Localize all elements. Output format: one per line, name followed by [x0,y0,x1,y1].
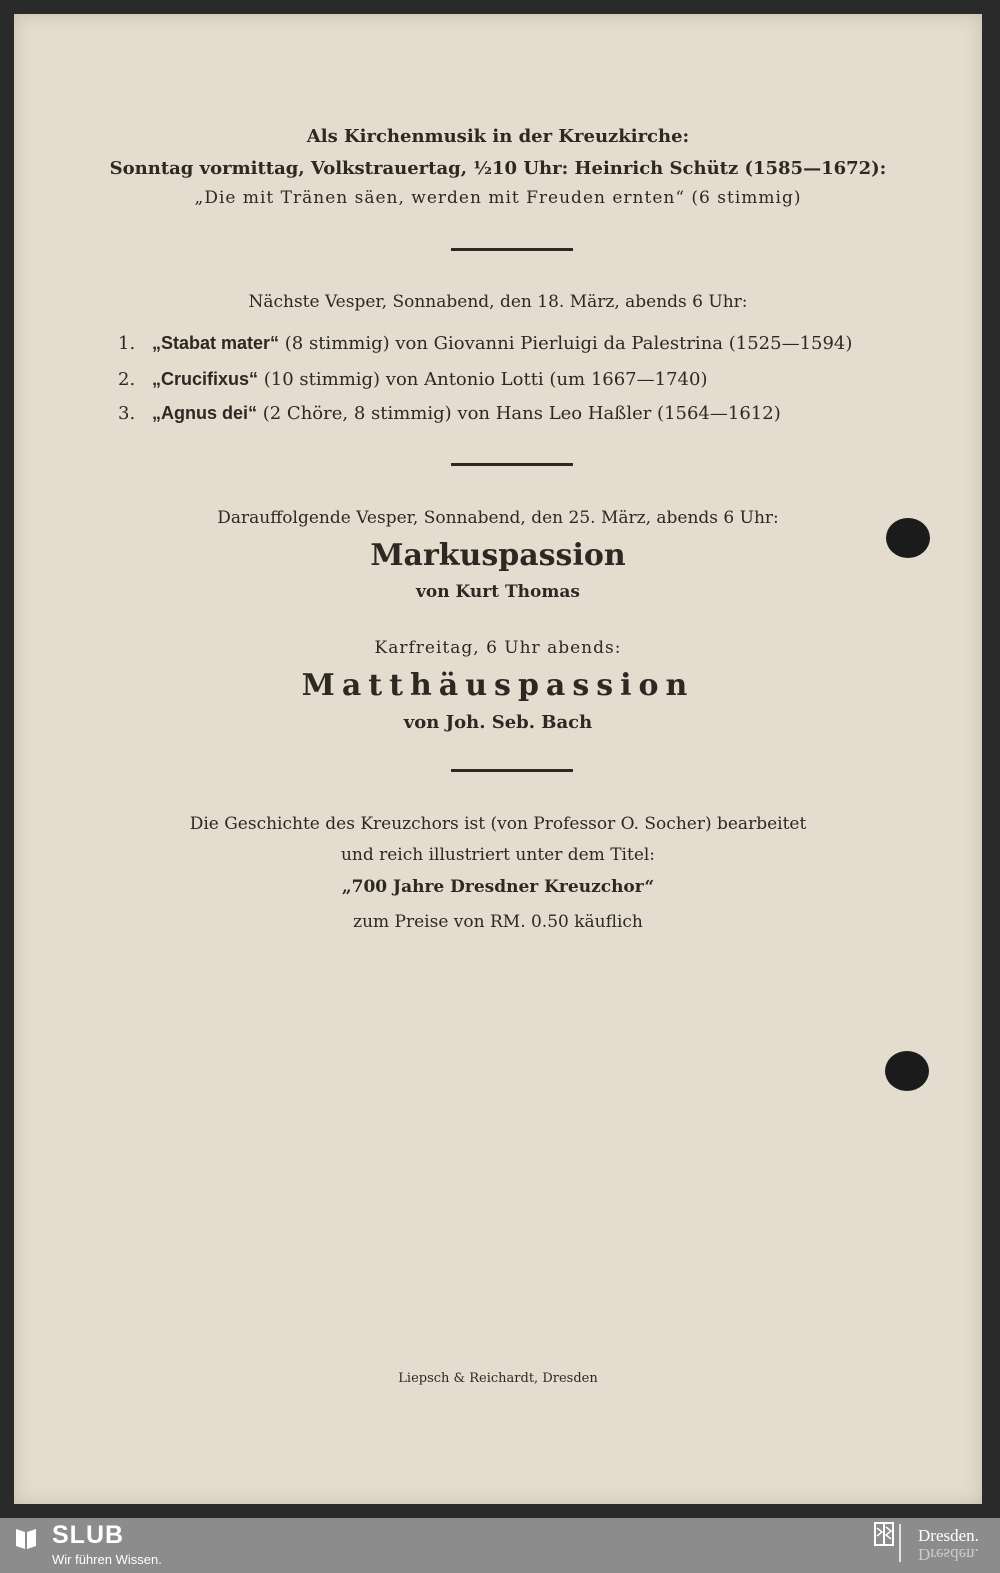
printer-imprint: Liepsch & Reichardt, Dresden [398,1371,598,1386]
chronicle-book-title: „700 Jahre Dresdner Kreuzchor“ [341,877,655,897]
program-item [118,333,852,354]
program-item [118,369,707,390]
dresden-city-name-reflection: Dresden. [918,1545,979,1564]
dresden-coat-of-arms-icon[interactable] [874,1522,904,1564]
divider-1 [451,248,573,251]
program-item-number: 2. [118,369,136,390]
program-item-title: „Agnus dei“ [152,403,258,423]
sunday-service-line: Sonntag vormittag, Volkstrauertag, ½10 Uhr: Heinrich Schütz (1585—1672): [109,158,887,179]
program-item-title: „Stabat mater“ [152,333,280,353]
divider-2 [451,463,573,466]
matthaeuspassion-title: Matthäuspassion [301,668,695,703]
book-logo-icon[interactable] [14,1525,38,1551]
markuspassion-title: Markuspassion [370,538,626,573]
next-vesper-heading: Nächste Vesper, Sonnabend, den 18. März, abends 6 Uhr: [248,292,748,312]
church-music-heading: Als Kirchenmusik in der Kreuzkirche: [306,126,690,147]
markuspassion-composer: von Kurt Thomas [416,582,580,602]
schuetz-work-title: „Die mit Tränen säen, werden mit Freuden ernten“ (6 stimmig) [194,188,802,208]
program-item-number: 1. [118,333,136,354]
punch-hole-bottom [885,1051,929,1091]
program-item-details: (10 stimmig) von Antonio Lotti (um 1667—1740) [258,369,708,390]
program-item-details: (2 Chöre, 8 stimmig) von Hans Leo Haßler (1564—1612) [257,403,781,424]
chronicle-price: zum Preise von RM. 0.50 käuflich [353,912,643,932]
program-item [118,403,781,424]
program-item-details: (8 stimmig) von Giovanni Pierluigi da Palestrina (1525—1594) [279,333,853,354]
footer-bar [0,1518,1000,1573]
program-item-number: 3. [118,403,136,424]
following-vesper-heading: Darauffolgende Vesper, Sonnabend, den 25. März, abends 6 Uhr: [217,508,779,528]
slub-brand-name[interactable]: SLUB [52,1521,125,1549]
matthaeuspassion-composer: von Joh. Seb. Bach [403,712,593,733]
divider-3 [451,769,573,772]
dresden-city-name[interactable]: Dresden. [918,1526,979,1545]
program-item-title: „Crucifixus“ [152,369,259,389]
document-page [14,14,982,1504]
chronicle-line-1: Die Geschichte des Kreuzchors ist (von Professor O. Socher) bearbeitet [189,814,807,834]
chronicle-line-2: und reich illustriert unter dem Titel: [340,845,656,865]
good-friday-heading: Karfreitag, 6 Uhr abends: [374,638,622,658]
slub-tagline: Wir führen Wissen. [52,1552,162,1567]
